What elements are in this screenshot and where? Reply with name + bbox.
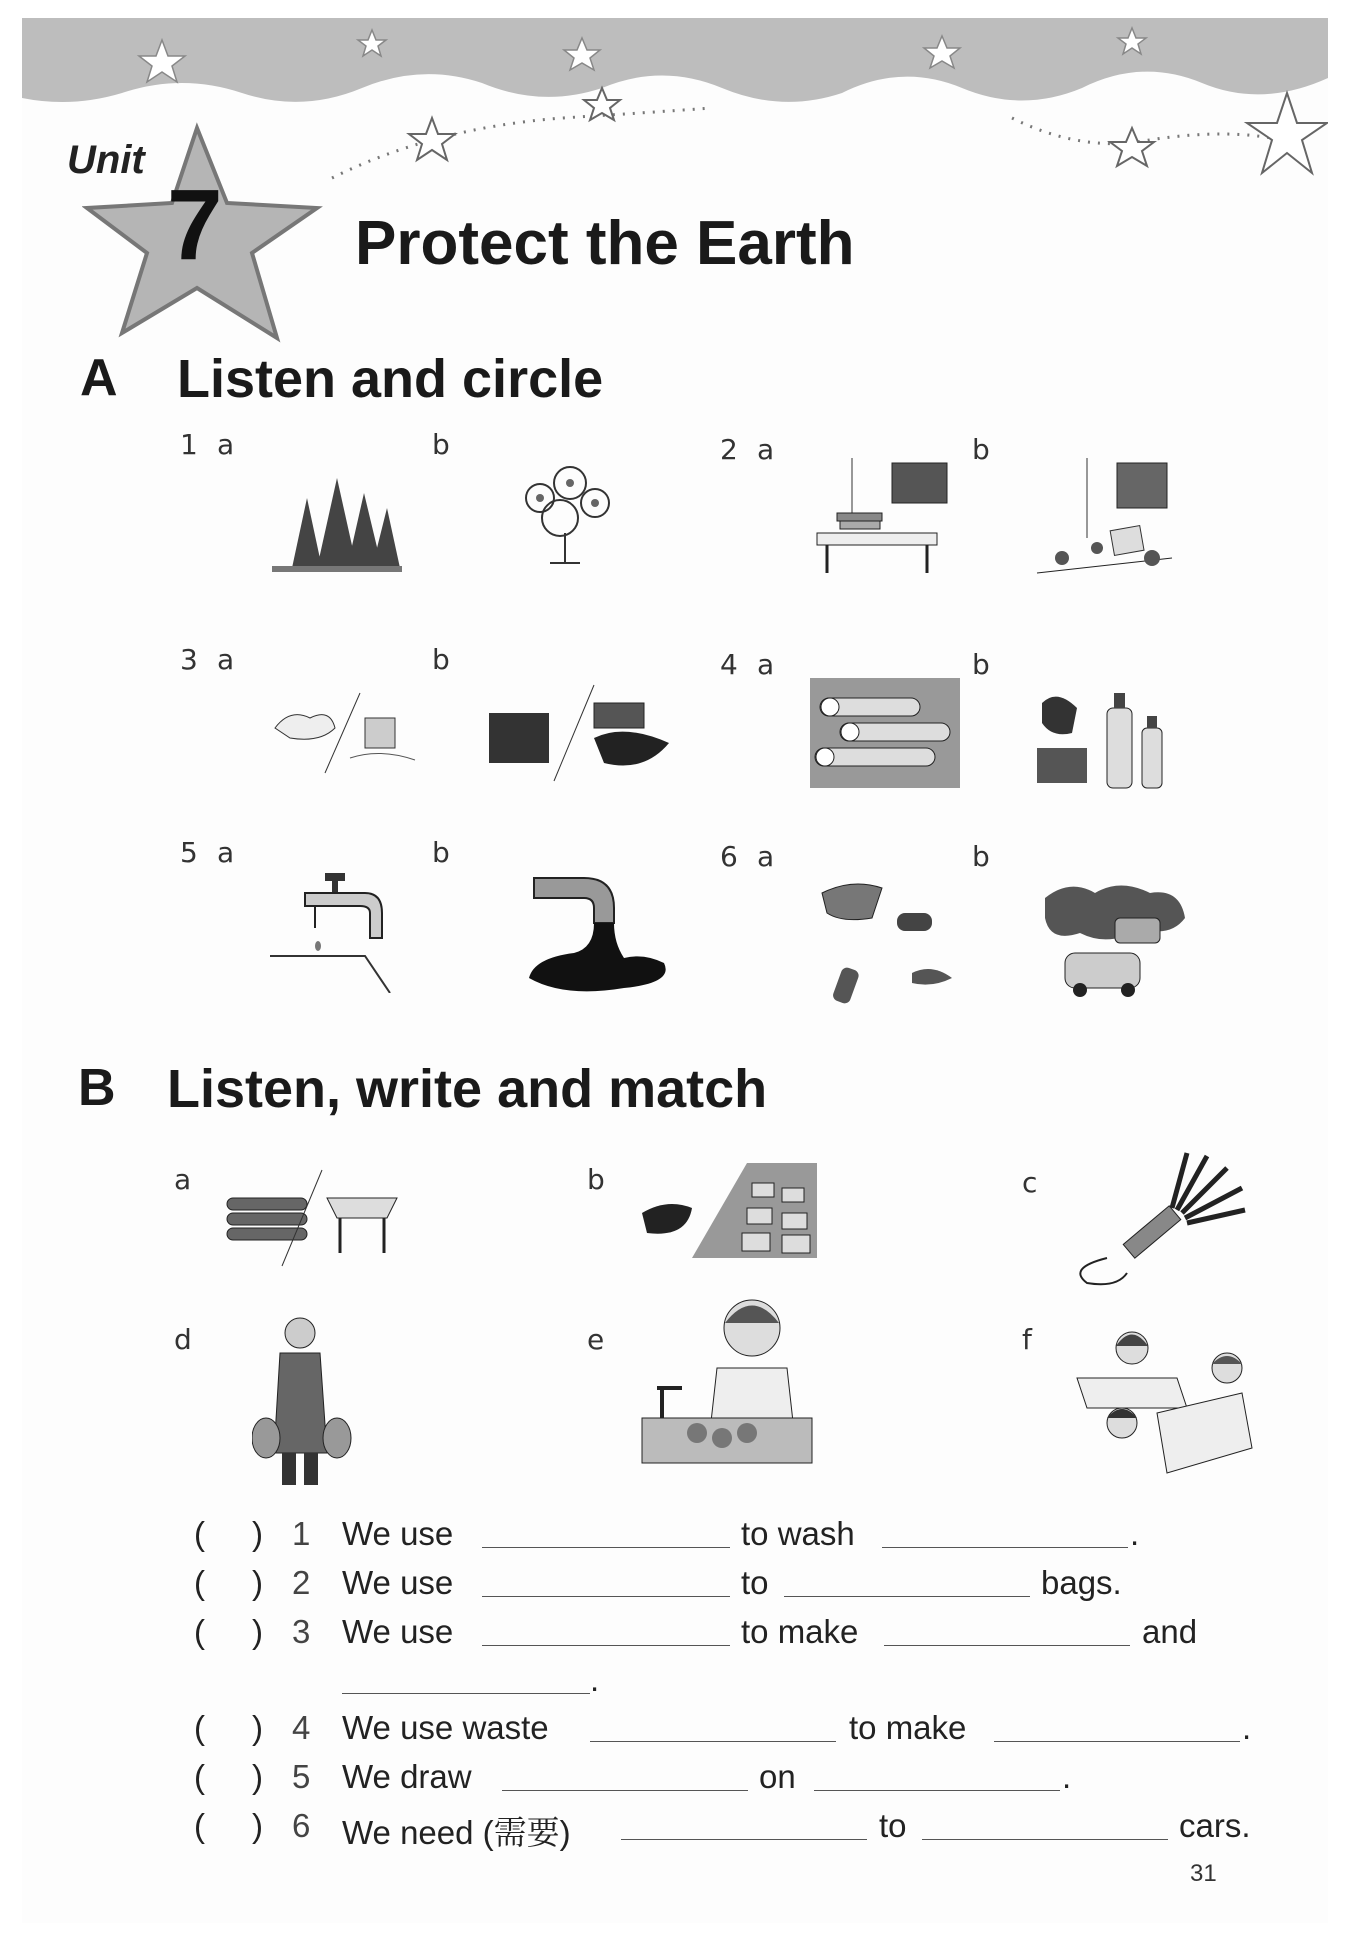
option-b-label[interactable]: b [972,648,992,681]
answer-blank[interactable] [482,1515,730,1548]
answer-paren-open: ( [194,1515,205,1552]
question-number: 5 [292,1758,311,1795]
section-a-title: Listen and circle [177,349,604,409]
picture-e-label: e [587,1323,607,1356]
question-number: 1 [292,1515,311,1552]
question-row [194,1564,1274,1610]
answer-box[interactable] [227,1758,249,1792]
answer-paren-open: ( [194,1564,205,1601]
answer-blank[interactable] [502,1758,748,1791]
question-text: . [590,1661,600,1698]
picture-d-label: d [174,1323,194,1356]
tap-icon[interactable] [270,868,410,993]
answer-blank[interactable] [994,1709,1240,1742]
question-text: to make [741,1613,859,1650]
clean-land-icon[interactable] [270,688,420,778]
answer-blank[interactable] [482,1564,730,1597]
answer-paren-open: ( [194,1613,205,1650]
question-text: . [1242,1709,1252,1746]
question-text: to make [849,1709,967,1746]
answer-blank[interactable] [814,1758,1060,1791]
answer-blank[interactable] [922,1807,1168,1840]
page-title: Protect the Earth [355,209,855,278]
question-text: We use [342,1613,454,1650]
answer-blank[interactable] [884,1613,1130,1646]
answer-box[interactable] [227,1515,249,1549]
answer-blank[interactable] [621,1807,867,1840]
question-number: 4 [292,1709,311,1746]
item-number: 4 [720,648,740,681]
answer-paren-close: ) [252,1758,263,1795]
answer-box[interactable] [227,1709,249,1743]
option-b-label[interactable]: b [432,836,452,869]
picture-c-label: c [1022,1166,1040,1199]
answer-box[interactable] [227,1807,249,1841]
picture-b-label: b [587,1163,607,1196]
option-a-label[interactable]: a [757,648,777,681]
answer-paren-close: ) [252,1709,263,1746]
answer-blank[interactable] [784,1564,1030,1597]
answer-box[interactable] [227,1613,249,1647]
worksheet-page [22,18,1328,1923]
question-text: We use [342,1515,454,1552]
question-text: and [1142,1613,1198,1650]
bush-icon[interactable] [500,448,630,578]
litter-icon[interactable] [812,873,962,1008]
shopping-bags-icon[interactable] [252,1313,352,1493]
dotted-star-trail [312,78,1328,198]
answer-paren-open: ( [194,1709,205,1746]
children-drawing-icon[interactable] [1067,1318,1257,1483]
option-a-label[interactable]: a [757,840,777,873]
item-number: 3 [180,643,200,676]
question-text: . [1062,1758,1072,1795]
option-b-label[interactable]: b [432,428,452,461]
car-smoke-icon[interactable] [1040,878,1190,1003]
question-row [194,1613,1274,1659]
question-text: to wash [741,1515,855,1552]
question-row [194,1758,1274,1804]
section-b-title: Listen, write and match [167,1059,768,1119]
item-number: 5 [180,836,200,869]
wood-furniture-icon[interactable] [222,1168,402,1268]
item-number: 2 [720,433,740,466]
option-b-label[interactable]: b [432,643,452,676]
option-a-label[interactable]: a [217,428,237,461]
question-text: to [741,1564,769,1601]
question-text: We draw [342,1758,472,1795]
answer-paren-close: ) [252,1564,263,1601]
question-row-continued [194,1661,1274,1707]
polluted-land-icon[interactable] [484,683,674,783]
question-row [194,1807,1274,1853]
question-text: cars. [1179,1807,1251,1844]
tidy-desk-icon[interactable] [812,458,962,578]
answer-blank[interactable] [882,1515,1128,1548]
question-text: to [879,1807,907,1844]
section-b-letter: B [78,1059,116,1117]
question-text: bags. [1041,1564,1122,1601]
option-a-label[interactable]: a [217,643,237,676]
question-text: on [759,1758,796,1795]
question-row [194,1515,1274,1561]
unit-number: 7 [167,169,223,281]
question-number: 2 [292,1564,311,1601]
answer-paren-close: ) [252,1807,263,1844]
answer-box[interactable] [227,1564,249,1598]
answer-paren-close: ) [252,1515,263,1552]
plastic-bottles-icon[interactable] [1032,683,1182,793]
answer-paren-open: ( [194,1758,205,1795]
waste-pipe-icon[interactable] [514,868,684,1003]
question-text: . [1130,1515,1140,1552]
section-a-letter: A [80,349,118,407]
answer-blank[interactable] [590,1709,836,1742]
picture-f-label: f [1022,1323,1034,1356]
answer-paren-close: ) [252,1613,263,1650]
item-number: 6 [720,840,740,873]
question-number: 6 [292,1807,311,1844]
option-b-label[interactable]: b [972,840,992,873]
question-number: 3 [292,1613,311,1650]
option-a-label[interactable]: a [217,836,237,869]
answer-paren-open: ( [194,1807,205,1844]
duster-icon[interactable] [1067,1148,1247,1288]
page-number: 31 [1190,1860,1217,1887]
answer-blank[interactable] [482,1613,730,1646]
question-text: We use waste [342,1709,549,1746]
forest-icon[interactable] [272,458,402,578]
item-number: 1 [180,428,200,461]
traffic-pollution-icon[interactable] [637,1163,817,1258]
answer-blank[interactable] [342,1661,590,1694]
picture-a-label: a [174,1163,194,1196]
washing-sink-icon[interactable] [637,1288,832,1488]
question-text: We need (需要) [342,1814,571,1851]
option-a-label[interactable]: a [757,433,777,466]
messy-desk-icon[interactable] [1032,458,1182,578]
question-row [194,1709,1274,1755]
unit-label: Unit [67,138,145,182]
question-text: We use [342,1564,454,1601]
option-b-label[interactable]: b [972,433,992,466]
logs-icon[interactable] [810,678,960,788]
